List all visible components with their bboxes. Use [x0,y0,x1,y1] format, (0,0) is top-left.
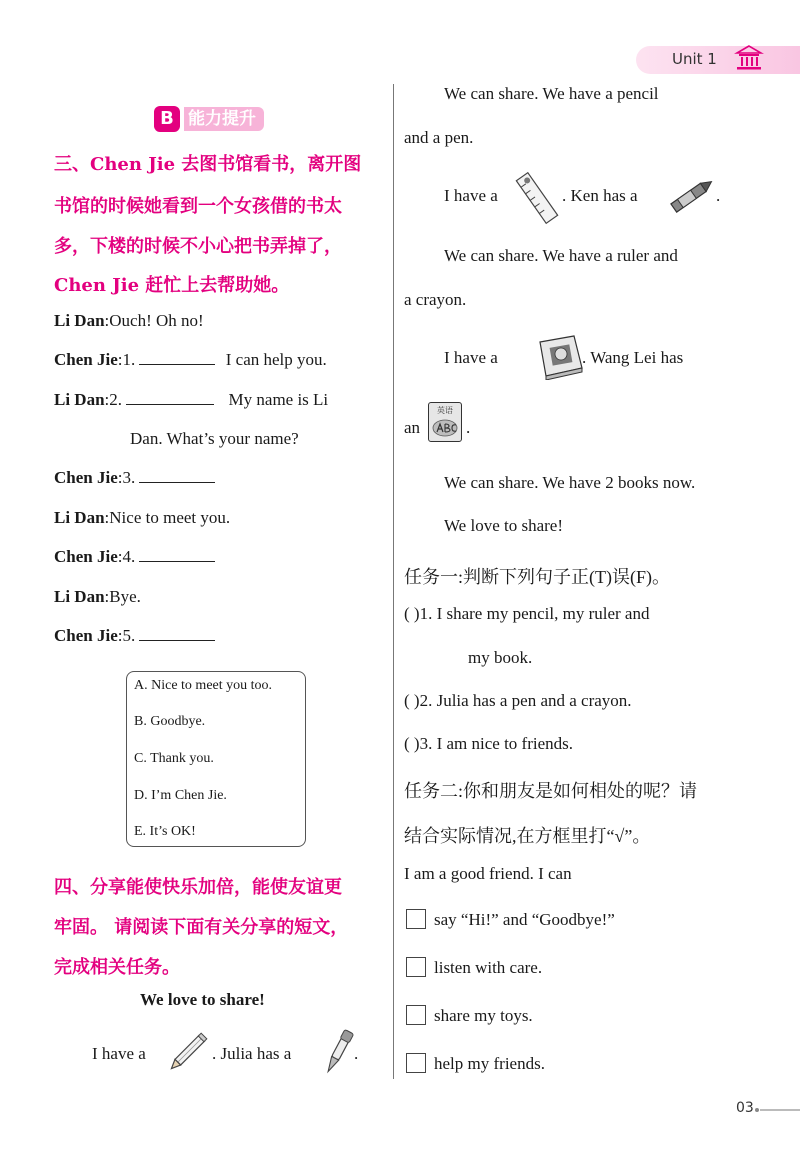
passage-text: . [716,186,721,205]
passage-text: . Julia has a [212,1044,292,1063]
q3-line-4: Chen Jie 赶忙上去帮助她。 [54,275,290,296]
dialogue-text: Bye. [109,587,141,606]
task2-title-1: 任务二:你和朋友是如何相处的呢？请 [404,781,697,801]
checkbox-help-friends[interactable] [406,1053,426,1073]
dialogue-text: Ouch! Oh no! [109,311,204,330]
checkbox-label: help my friends. [434,1054,545,1073]
passage-text: . [354,1044,359,1063]
dialogue-line [54,547,215,567]
passage-text: a crayon. [404,290,467,309]
book-cover-title: 英语 [437,406,453,415]
colon: : [104,508,110,527]
blank-number: 5. [122,626,136,645]
speaker: Chen Jie [54,468,118,487]
statement-text: 1. I share my pencil, my ruler and [419,604,650,623]
checkbox-say-hi[interactable] [406,909,426,929]
task2-lead: I am a good friend. I can [404,864,572,883]
answer-blank-3[interactable] [139,468,215,483]
option-c: C. Thank you. [134,751,214,766]
q3-line-3: 多，下楼的时候不小心把书弄掉了， [54,236,342,257]
dialogue-line [54,508,230,528]
dialogue-continuation: Dan. What’s your name? [130,429,299,448]
passage-title: We love to share! [140,990,265,1009]
passage-text: and a pen. [404,128,474,147]
task1-item [404,734,573,754]
passage-text: We can share. We have a ruler and [444,246,678,265]
crayon-icon [664,176,721,216]
option-d: D. I’m Chen Jie. [134,788,227,803]
speaker: Li Dan [54,587,105,606]
passage-text: I have a [444,348,498,367]
task1-item [404,604,649,624]
page-rule [760,1109,800,1111]
pencil-icon [162,1028,212,1078]
task2-title-2: 结合实际情况,在方框里打“√”。 [404,826,651,846]
answer-blank-4[interactable] [139,547,215,562]
blank-number: 4. [122,547,136,566]
passage-text: I have a [92,1044,146,1063]
option-b: B. Goodbye. [134,714,206,729]
dialogue-line [54,390,328,410]
colon: : [117,468,123,487]
unit-tab [636,46,800,74]
speaker: Chen Jie [54,547,118,566]
passage-text: . Wang Lei has [582,348,684,367]
answer-paren[interactable]: ( ) [404,734,420,753]
unit-label: Unit 1 [672,50,717,68]
answer-paren[interactable]: ( ) [404,604,420,623]
speaker: Li Dan [54,311,105,330]
task1-item-continuation: my book. [468,648,533,667]
building-icon [734,44,764,72]
statement-text: 3. I am nice to friends. [419,734,574,753]
page-number: 03 [736,1100,754,1116]
ruler-icon [512,170,562,226]
badge-letter: B [154,106,180,132]
column-divider [393,84,394,1079]
dialogue-line [54,626,215,646]
passage-text: We can share. We have 2 books now. [444,473,696,492]
english-book-icon [428,402,462,442]
blank-number: 2. [109,390,123,409]
task1-title: 任务一:判断下列句子正(T)误(F)。 [404,567,670,587]
colon: : [117,547,123,566]
book-icon [534,334,586,380]
page-dot [755,1108,759,1112]
speaker: Li Dan [54,508,105,527]
checkbox-label: say “Hi!” and “Goodbye!” [434,910,615,929]
blank-number: 1. [122,350,136,369]
passage-text: We love to share! [444,516,563,535]
answer-blank-1[interactable] [139,350,215,365]
badge-title: 能力提升 [184,107,264,131]
colon: : [104,311,110,330]
option-e: E. It’s OK! [134,824,196,839]
passage-text: We can share. We have a pencil [444,84,659,103]
dialogue-line [54,587,141,607]
checkbox-listen[interactable] [406,957,426,977]
checkbox-label: share my toys. [434,1006,533,1025]
q4-line-3: 完成相关任务。 [54,957,180,978]
statement-text: 2. Julia has a pen and a crayon. [419,691,632,710]
q3-line-1: 三、Chen Jie 去图书馆看书，离开图 [54,154,362,175]
q3-line-2: 书馆的时候她看到一个女孩借的书太 [54,196,342,217]
speaker: Li Dan [54,390,105,409]
dialogue-line [54,350,327,370]
passage-text: I have a [444,186,498,205]
answer-paren[interactable]: ( ) [404,691,420,710]
speaker: Chen Jie [54,350,118,369]
dialogue-text: My name is Li [228,390,329,409]
blank-number: 3. [122,468,136,487]
abc-cover-art [429,416,461,440]
dialogue-text: Nice to meet you. [109,508,231,527]
colon: : [117,626,123,645]
passage-text: an [404,418,421,437]
task1-item [404,691,632,711]
colon: : [104,587,110,606]
answer-blank-2[interactable] [126,390,214,405]
dialogue-text: I can help you. [225,350,327,369]
dialogue-line [54,311,204,331]
dialogue-line [54,468,215,488]
q4-line-1: 四、分享能使快乐加倍，能使友谊更 [54,877,342,898]
passage-text: . [466,418,471,437]
answer-blank-5[interactable] [139,626,215,641]
speaker: Chen Jie [54,626,118,645]
pen-icon [318,1026,358,1080]
colon: : [104,390,110,409]
colon: : [117,350,123,369]
q4-line-2: 牢固。 请阅读下面有关分享的短文， [54,917,349,938]
passage-text: . Ken has a [562,186,638,205]
checkbox-label: listen with care. [434,958,543,977]
checkbox-share-toys[interactable] [406,1005,426,1025]
option-a: A. Nice to meet you too. [134,678,273,693]
